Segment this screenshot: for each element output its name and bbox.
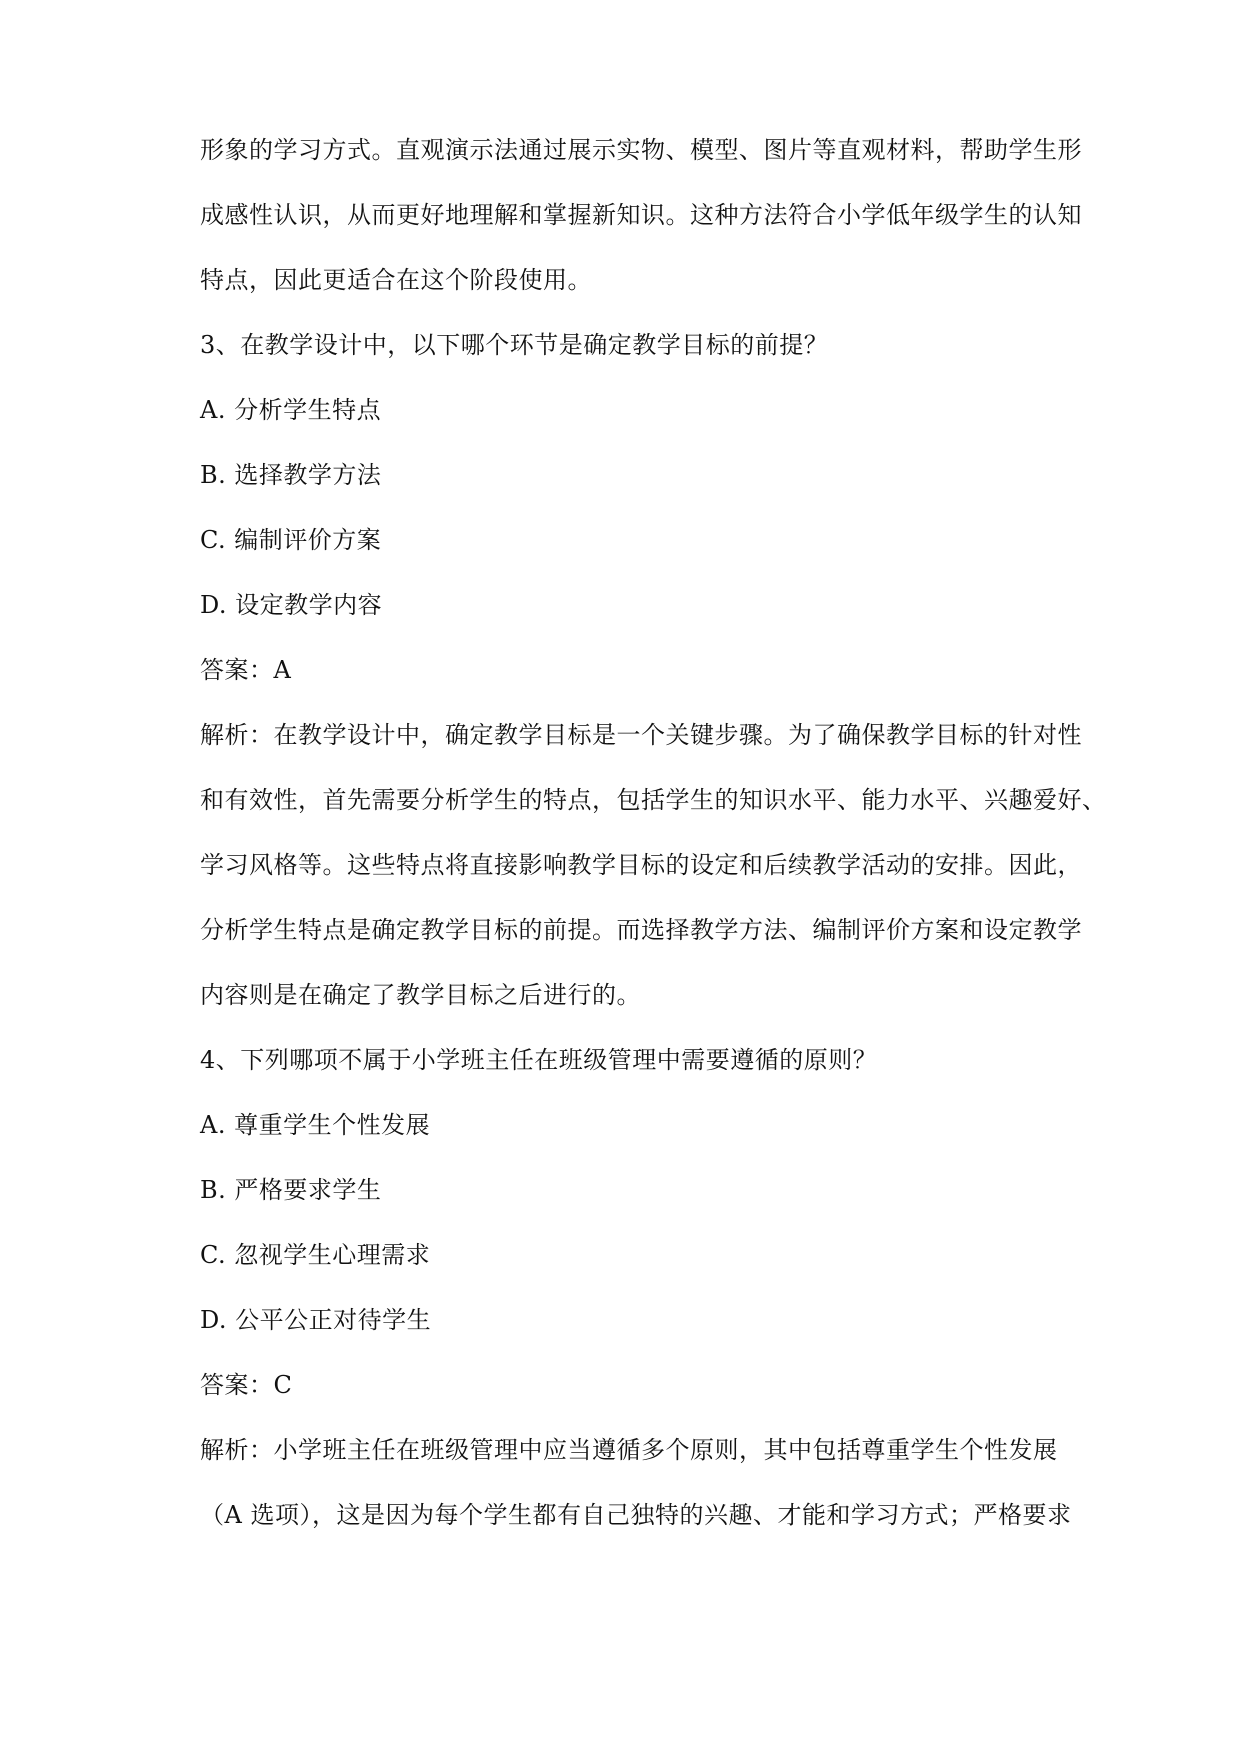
question-4-option-b: B. 严格要求学生: [200, 1176, 382, 1204]
question-3-explanation-line: 学习风格等。这些特点将直接影响教学目标的设定和后续教学活动的安排。因此，: [200, 851, 1082, 879]
question-4-option-c: C. 忽视学生心理需求: [200, 1241, 431, 1269]
paragraph-line: 成感性认识，从而更好地理解和掌握新知识。这种方法符合小学低年级学生的认知: [200, 201, 1082, 229]
question-3-option-d: D. 设定教学内容: [200, 591, 383, 619]
question-3-option-c: C. 编制评价方案: [200, 526, 382, 554]
question-4-option-a: A. 尊重学生个性发展: [200, 1111, 431, 1139]
question-4-answer: 答案：C: [200, 1371, 293, 1399]
question-3-text: 3、在教学设计中，以下哪个环节是确定教学目标的前提？: [200, 331, 829, 359]
question-4-explanation-line: 解析：小学班主任在班级管理中应当遵循多个原则，其中包括尊重学生个性发展: [200, 1436, 1058, 1464]
question-3-explanation-line: 分析学生特点是确定教学目标的前提。而选择教学方法、编制评价方案和设定教学: [200, 916, 1082, 944]
question-3-explanation-line: 内容则是在确定了教学目标之后进行的。: [200, 981, 641, 1009]
question-3-answer: 答案：A: [200, 656, 292, 684]
question-4-explanation-line: （A 选项），这是因为每个学生都有自己独特的兴趣、才能和学习方式；严格要求: [200, 1501, 1072, 1529]
question-3-option-a: A. 分析学生特点: [200, 396, 382, 424]
question-3-option-b: B. 选择教学方法: [200, 461, 382, 489]
paragraph-line: 形象的学习方式。直观演示法通过展示实物、模型、图片等直观材料，帮助学生形: [200, 136, 1082, 164]
question-3-explanation-line: 和有效性，首先需要分析学生的特点，包括学生的知识水平、能力水平、兴趣爱好、: [200, 786, 1107, 814]
question-3-explanation-line: 解析：在教学设计中，确定教学目标是一个关键步骤。为了确保教学目标的针对性: [200, 721, 1082, 749]
question-4-option-d: D. 公平公正对待学生: [200, 1306, 432, 1334]
question-4-text: 4、下列哪项不属于小学班主任在班级管理中需要遵循的原则？: [200, 1046, 878, 1074]
paragraph-line: 特点，因此更适合在这个阶段使用。: [200, 266, 592, 294]
